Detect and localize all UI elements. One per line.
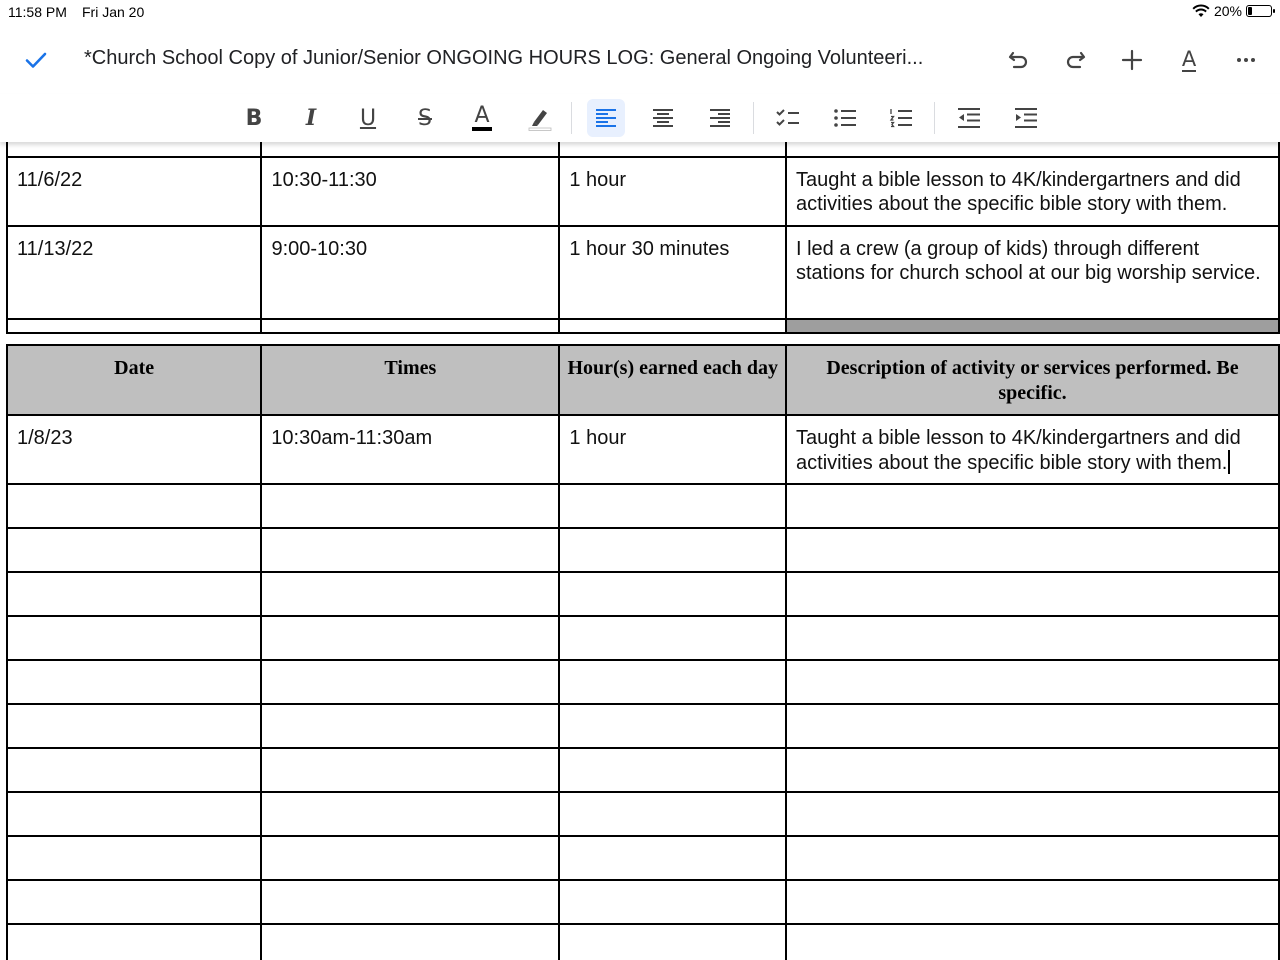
status-right: [1192, 3, 1272, 19]
empty-table-cell[interactable]: [261, 924, 559, 960]
description-cell[interactable]: [786, 415, 1279, 484]
empty-table-cell[interactable]: [786, 528, 1279, 572]
empty-table-cell[interactable]: [559, 528, 786, 572]
hours-cell[interactable]: 1 hour: [559, 415, 786, 484]
table-cell[interactable]: [786, 319, 1279, 333]
decrease-indent-button[interactable]: [950, 99, 988, 137]
description-cell[interactable]: I led a crew (a group of kids) through different stations for church school at our big worship service.: [786, 226, 1279, 319]
empty-table-cell[interactable]: [559, 924, 786, 960]
empty-table-row: [7, 792, 1279, 836]
date-cell[interactable]: 11/6/22: [7, 157, 261, 226]
done-checkmark-icon[interactable]: [22, 46, 50, 74]
empty-table-cell[interactable]: [559, 748, 786, 792]
empty-table-cell[interactable]: [7, 616, 261, 660]
status-date: Fri Jan 20: [82, 4, 145, 20]
empty-table-cell[interactable]: [7, 924, 261, 960]
text-color-glyph: A: [472, 105, 491, 131]
hours-log-table: [6, 344, 1280, 960]
bold-glyph: B: [245, 105, 263, 131]
align-left-button[interactable]: [587, 99, 625, 137]
strikethrough-glyph: S: [418, 105, 432, 131]
text-format-glyph: A: [1181, 47, 1197, 71]
empty-table-cell[interactable]: [261, 484, 559, 528]
wifi-icon: [1192, 4, 1210, 18]
empty-table-cell[interactable]: [261, 792, 559, 836]
table-cell[interactable]: [261, 319, 559, 333]
bulleted-list-icon: [832, 106, 858, 130]
hours-header: Hour(s) earned each day: [559, 345, 786, 415]
title-bar: [0, 30, 1280, 88]
toolbar-divider: [934, 102, 935, 134]
empty-table-cell[interactable]: [559, 836, 786, 880]
text-color-button[interactable]: [463, 99, 501, 137]
empty-table-cell[interactable]: [7, 572, 261, 616]
increase-indent-button[interactable]: [1007, 99, 1045, 137]
empty-table-cell[interactable]: [7, 792, 261, 836]
table-cell[interactable]: [7, 142, 261, 157]
empty-table-cell[interactable]: [261, 880, 559, 924]
hours-cell[interactable]: 1 hour: [559, 157, 786, 226]
empty-table-cell[interactable]: [786, 748, 1279, 792]
empty-table-cell[interactable]: [786, 880, 1279, 924]
table-row: [7, 226, 1279, 319]
bold-button[interactable]: [235, 99, 273, 137]
empty-table-row: [7, 660, 1279, 704]
align-left-icon: [594, 106, 618, 130]
text-cursor: [1228, 450, 1230, 474]
empty-table-cell[interactable]: [261, 660, 559, 704]
document-title[interactable]: *Church School Copy of Junior/Senior ONGOING HOURS LOG: General Ongoing Volunteeri...: [84, 47, 924, 69]
insert-plus-icon[interactable]: [1116, 44, 1148, 76]
empty-table-cell[interactable]: [559, 704, 786, 748]
empty-table-cell[interactable]: [261, 616, 559, 660]
empty-table-cell[interactable]: [7, 704, 261, 748]
empty-table-cell[interactable]: [261, 704, 559, 748]
empty-table-cell[interactable]: [7, 748, 261, 792]
empty-table-cell[interactable]: [786, 616, 1279, 660]
description-header: Description of activity or services performed. Be specific.: [786, 345, 1279, 415]
battery-percent: 20%: [1213, 3, 1242, 19]
status-bar: [0, 0, 1280, 24]
underline-glyph: U: [359, 105, 377, 131]
table-row: [7, 142, 1279, 157]
table-header-row: [7, 345, 1279, 415]
table-row: [7, 157, 1279, 226]
toolbar-divider: [571, 102, 572, 134]
table-cell[interactable]: [7, 319, 261, 333]
highlighter-icon: [525, 104, 553, 132]
description-text: Taught a bible lesson to 4K/kindergartners and did activities about the specific bible story with them.: [796, 427, 1241, 474]
empty-table-cell[interactable]: [7, 660, 261, 704]
empty-table-row: [7, 704, 1279, 748]
more-options-icon[interactable]: [1230, 44, 1262, 76]
times-cell[interactable]: 9:00-10:30: [261, 226, 559, 319]
empty-table-cell[interactable]: [7, 484, 261, 528]
empty-table-cell[interactable]: [559, 616, 786, 660]
numbered-list-button[interactable]: [882, 99, 920, 137]
hours-cell[interactable]: 1 hour 30 minutes: [559, 226, 786, 319]
times-header: Times: [261, 345, 559, 415]
empty-table-cell[interactable]: [786, 572, 1279, 616]
empty-table-cell[interactable]: [559, 572, 786, 616]
align-center-icon: [651, 106, 675, 130]
italic-glyph: I: [305, 105, 317, 131]
empty-table-row: [7, 748, 1279, 792]
times-cell[interactable]: 10:30-11:30: [261, 157, 559, 226]
empty-table-cell[interactable]: [786, 704, 1279, 748]
empty-table-cell[interactable]: [559, 484, 786, 528]
empty-table-cell[interactable]: [7, 528, 261, 572]
empty-table-cell[interactable]: [786, 792, 1279, 836]
empty-table-cell[interactable]: [261, 572, 559, 616]
empty-table-cell[interactable]: [261, 836, 559, 880]
empty-table-row: [7, 528, 1279, 572]
battery-level: [1248, 7, 1252, 15]
empty-table-cell[interactable]: [786, 660, 1279, 704]
date-cell[interactable]: 1/8/23: [7, 415, 261, 484]
empty-table-cell[interactable]: [559, 880, 786, 924]
increase-indent-icon: [1013, 106, 1039, 130]
date-cell[interactable]: 11/13/22: [7, 226, 261, 319]
date-header: Date: [7, 345, 261, 415]
document-canvas[interactable]: [0, 142, 1280, 960]
undo-icon[interactable]: [1003, 44, 1035, 76]
table-cell[interactable]: [261, 142, 559, 157]
strikethrough-button[interactable]: [406, 99, 444, 137]
table-row: [7, 415, 1279, 484]
empty-table-cell[interactable]: [7, 836, 261, 880]
empty-table-cell[interactable]: [786, 836, 1279, 880]
empty-table-cell[interactable]: [786, 484, 1279, 528]
checklist-button[interactable]: [769, 99, 807, 137]
description-cell[interactable]: Taught a bible lesson to 4K/kindergartners and did activities about the specific bible story with them.: [786, 157, 1279, 226]
redo-icon[interactable]: [1059, 44, 1091, 76]
formatting-toolbar: [0, 94, 1280, 142]
table-row: [7, 319, 1279, 333]
table-cell[interactable]: [786, 142, 1279, 157]
empty-table-row: [7, 880, 1279, 924]
empty-table-row: [7, 616, 1279, 660]
underline-button[interactable]: [349, 99, 387, 137]
text-format-button[interactable]: [1173, 44, 1205, 76]
toolbar-divider: [753, 102, 754, 134]
bulleted-list-button[interactable]: [826, 99, 864, 137]
decrease-indent-icon: [956, 106, 982, 130]
align-center-button[interactable]: [644, 99, 682, 137]
empty-table-row: [7, 924, 1279, 960]
align-right-button[interactable]: [701, 99, 739, 137]
previous-hours-table: [6, 142, 1280, 334]
empty-table-cell[interactable]: [7, 880, 261, 924]
italic-button[interactable]: [292, 99, 330, 137]
numbered-list-icon: [888, 106, 914, 130]
empty-table-cell[interactable]: [559, 792, 786, 836]
empty-table-row: [7, 484, 1279, 528]
align-right-icon: [708, 106, 732, 130]
empty-table-cell[interactable]: [786, 924, 1279, 960]
table-cell[interactable]: [559, 142, 786, 157]
empty-table-cell[interactable]: [261, 748, 559, 792]
battery-icon: [1246, 5, 1272, 17]
empty-table-row: [7, 836, 1279, 880]
empty-table-cell[interactable]: [261, 528, 559, 572]
empty-table-cell[interactable]: [559, 660, 786, 704]
checklist-icon: [775, 106, 801, 130]
status-time: 11:58 PM: [8, 4, 67, 20]
empty-table-row: [7, 572, 1279, 616]
times-cell[interactable]: 10:30am-11:30am: [261, 415, 559, 484]
highlight-color-button[interactable]: [520, 99, 558, 137]
table-cell[interactable]: [559, 319, 786, 333]
